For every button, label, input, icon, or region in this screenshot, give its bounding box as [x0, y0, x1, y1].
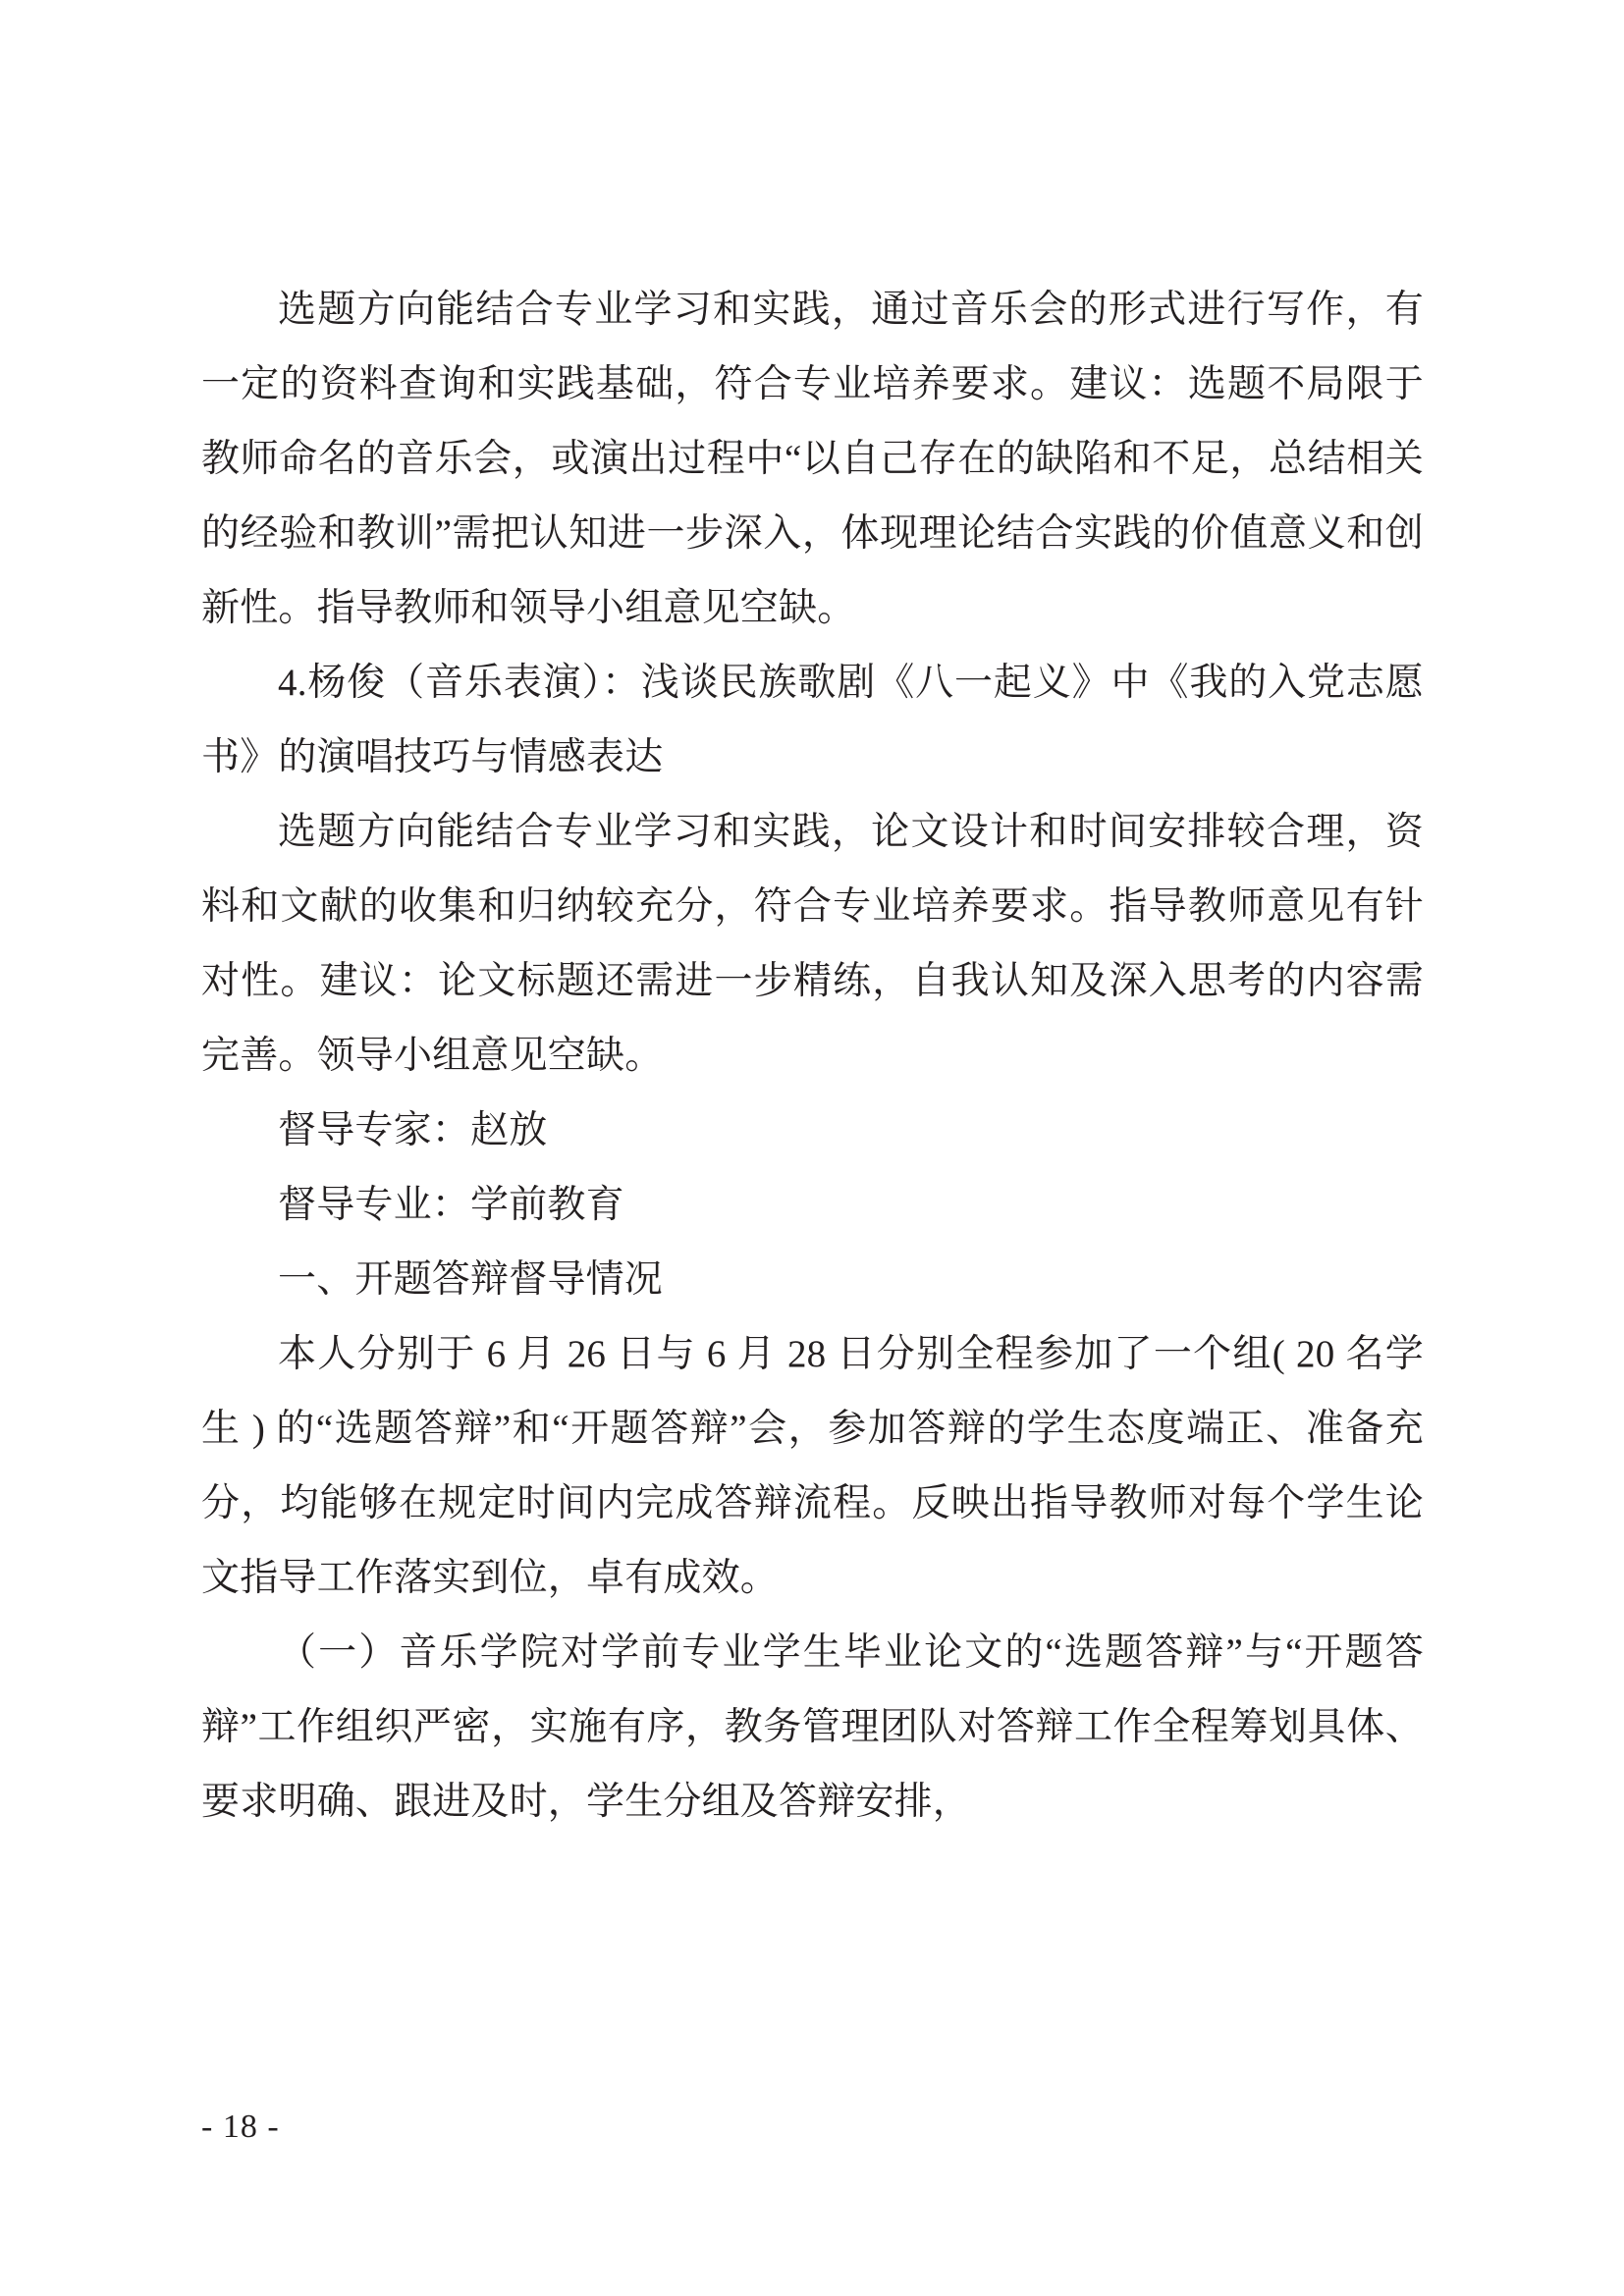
page-number: - 18 -	[201, 2109, 280, 2145]
paragraph: 督导专业：学前教育	[278, 1184, 624, 1226]
paragraph: （一）音乐学院对学前专业学生毕业论文的“选题答辩”与“开题答辩”工作组织严密，实施有序，教务管理团队对答辩工作全程筹划具体、要求明确、跟进及时，学生分组及答辩安排，	[201, 1631, 1424, 1823]
paragraph: 选题方向能结合专业学习和实践，通过音乐会的形式进行写作，有一定的资料查询和实践基础，符合专业培养要求。建议：选题不局限于教师命名的音乐会，或演出过程中“以自己存在的缺陷和不足，总结相关的经验和教训”需把认知进一步深入，体现理论结合实践的价值意义和创新性。指导教师和领导小组意见空缺。	[201, 289, 1424, 629]
paragraph: 4.杨俊（音乐表演）：浅谈民族歌剧《八一起义》中《我的入党志愿书》的演唱技巧与情感表达	[201, 662, 1424, 778]
paragraph: 督导专家：赵放	[278, 1109, 548, 1151]
paragraph: 选题方向能结合专业学习和实践，论文设计和时间安排较合理，资料和文献的收集和归纳较充分，符合专业培养要求。指导教师意见有针对性。建议：论文标题还需进一步精练，自我认知及深入思考的内容需完善。领导小组意见空缺。	[201, 811, 1424, 1077]
paragraph: 本人分别于 6 月 26 日与 6 月 28 日分别全程参加了一个组( 20 名学生 ) 的“选题答辩”和“开题答辩”会，参加答辩的学生态度端正、准备充分，均能够在规定时间内完成答辩流程。反映出指导教师对每个学生论文指导工作落实到位，卓有成效。	[201, 1333, 1424, 1599]
page-body	[201, 273, 1424, 1840]
paragraph: 一、开题答辩督导情况	[278, 1258, 664, 1301]
